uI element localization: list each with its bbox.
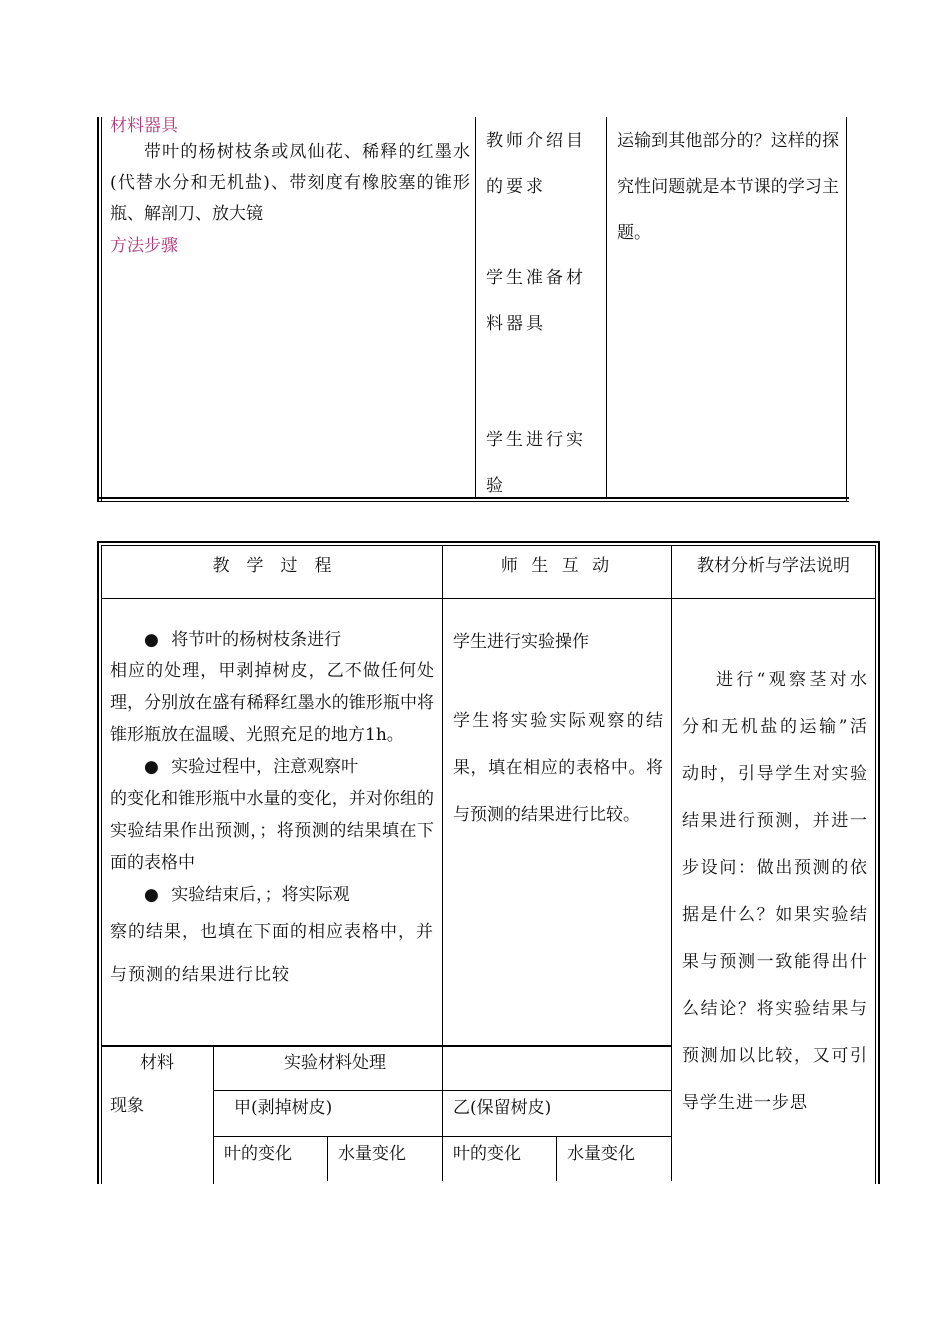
method-heading: 方法步骤 — [110, 236, 178, 256]
bullet-icon: ● — [144, 885, 159, 905]
process-cell — [110, 625, 434, 997]
table2-header-divider — [101, 598, 876, 599]
student-experiment-text: 学生进行实验 — [486, 430, 586, 496]
inner-corner-materials: 材料 — [140, 1053, 174, 1073]
table1-col-divider-2 — [606, 117, 607, 499]
inner-corner-phenomena: 现象 — [110, 1096, 144, 1116]
header-analysis: 教材分析与学法说明 — [697, 556, 850, 576]
table2-top-border-inner — [101, 545, 876, 546]
table1-right-border — [846, 117, 847, 502]
table2-left-border-outer — [97, 541, 99, 1184]
process-bullet-3-first: 实验结束后，；将实际观 — [171, 885, 350, 905]
analysis-cell — [682, 657, 868, 1177]
inner-table-sub-divider-1 — [327, 1137, 328, 1181]
inner-sub-leaf-yi: 叶的变化 — [453, 1144, 521, 1164]
process-bullet-2 — [110, 751, 434, 783]
inner-table-row-divider-1 — [213, 1090, 671, 1091]
inner-group-jia: 甲(剥掉树皮) — [234, 1098, 333, 1118]
inner-table-sub-divider-2 — [556, 1137, 557, 1181]
process-bullet-3 — [110, 879, 434, 911]
student-prepare-text: 学生准备材料器具 — [486, 268, 586, 334]
bullet-icon: ● — [144, 630, 159, 650]
process-bullet-1-rest: 相应的处理，甲剥掉树皮，乙不做任何处理，分别放在盛有稀释红墨水的锥形瓶中将锥形瓶放在温暖、光照充足的地方1h。 — [110, 661, 434, 745]
materials-heading: 材料器具 — [110, 116, 178, 136]
table2-col-divider-1 — [442, 545, 443, 1181]
process-bullet-2-first: 实验过程中，注意观察叶 — [171, 757, 359, 777]
teacher-introduce-text: 教师介绍目的要求 — [486, 131, 586, 197]
inner-sub-water-yi: 水量变化 — [567, 1144, 635, 1164]
table1-analysis-cell — [617, 118, 839, 256]
table2-right-border-inner — [875, 545, 876, 1184]
inner-group-yi: 乙(保留树皮) — [453, 1098, 552, 1118]
process-bullet-2-rest: 的变化和锥形瓶中水量的变化，并对你组的实验结果作出预测，；将预测的结果填在下面的表格中 — [110, 789, 434, 873]
table1-left-border-outer — [97, 117, 99, 502]
table2-right-border-outer — [878, 541, 880, 1184]
interaction-text-1: 学生进行实验操作 — [453, 632, 589, 652]
inner-sub-water-jia: 水量变化 — [338, 1144, 406, 1164]
table1-bottom-border-inner — [99, 501, 849, 502]
analysis-text: 进行“观察茎对水分和无机盐的运输”活动时，引导学生对实验结果进行预测，并进一步设问：做出预测的依据是什么？如果实验结果与预测一致能得出什么结论？将实验结果与预测加以比较，又可引导学生进一步思 — [682, 670, 868, 1113]
inner-sub-leaf-jia: 叶的变化 — [224, 1144, 292, 1164]
header-teaching-process: 教 学 过 程 — [212, 556, 332, 576]
process-bullet-3-rest: 察的结果，也填在下面的相应表格中，并与预测的结果进行比较 — [110, 922, 434, 985]
interaction-text-2: 学生将实验实际观察的结果，填在相应的表格中。将与预测的结果进行比较。 — [453, 711, 663, 825]
bullet-icon: ● — [144, 757, 159, 777]
table2-col-divider-2 — [671, 545, 672, 1181]
table1-interaction-cell — [486, 118, 600, 509]
inner-header-treatment: 实验材料处理 — [284, 1053, 386, 1073]
analysis-continued-text: 运输到其他部分的？这样的探究性问题就是本节课的学习主题。 — [617, 131, 839, 243]
table2-top-border-outer — [97, 541, 880, 543]
inner-table-top-border — [101, 1045, 671, 1047]
inner-table-row-divider-2 — [213, 1136, 671, 1137]
table2-left-border-inner — [101, 545, 102, 1184]
table1-materials-cell — [110, 118, 470, 255]
table1-col-divider-1 — [475, 117, 476, 499]
process-bullet-1 — [110, 625, 434, 655]
table1-bottom-border-outer — [97, 497, 849, 499]
header-interaction: 师 生 互 动 — [500, 556, 614, 576]
table1-left-border-inner — [101, 117, 102, 502]
interaction-cell — [453, 622, 663, 839]
materials-text: 带叶的杨树枝条或凤仙花、稀释的红墨水(代替水分和无机盐)、带刻度有橡胶塞的锥形瓶、解剖刀、放大镜 — [110, 142, 470, 224]
process-bullet-1-first: 将节叶的杨树枝条进行 — [171, 630, 342, 650]
